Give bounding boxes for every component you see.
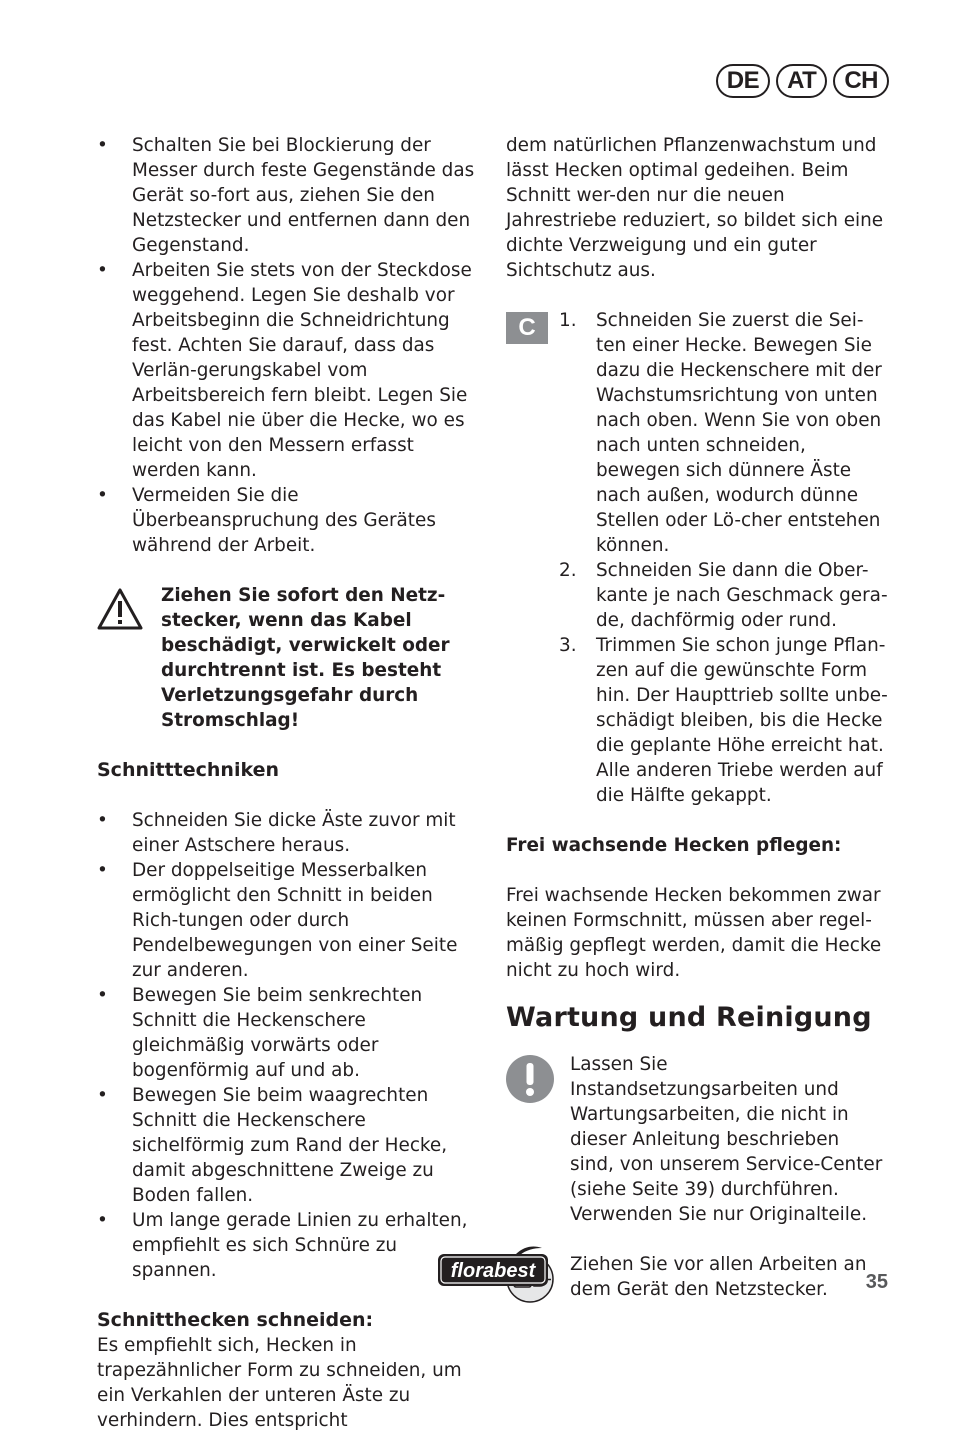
list-item: • Der doppelseitige Messerbalken ermöglicht den Schnitt in beiden Rich-tungen oder durch Pendelbewegungen von einer Seite zur anderen. bbox=[97, 858, 483, 983]
section-title-wartung: Wartung und Reinigung bbox=[506, 1002, 872, 1033]
techniques-bullet-list bbox=[97, 808, 483, 1283]
lang-badge-at: AT bbox=[776, 64, 827, 98]
warning-triangle-icon bbox=[97, 587, 143, 631]
unplug-note-text: Ziehen Sie vor allen Arbeiten an dem Gerät den Netzstecker. bbox=[570, 1254, 867, 1300]
list-item bbox=[559, 633, 888, 808]
right-column bbox=[506, 133, 888, 1302]
safety-bullet-list bbox=[97, 133, 483, 558]
exclamation-circle-icon bbox=[506, 1055, 554, 1103]
list-item: • Arbeiten Sie stets von der Steckdose weggehend. Legen Sie deshalb vor Arbeitsbeginn die Schneidrichtung fest. Achten Sie darauf, dass das Verlän-gerungskabel vom Arbeitsbereich fern bleibt. Legen Sie das Kabel nie über die Hecke, wo es leicht von den Messern erfasst werden kann. bbox=[97, 258, 483, 483]
paragraph-frei-wachsende: Frei wachsende Hecken bekommen zwar keinen Formschnitt, müssen aber regel-mäßig gepflegt werden, damit die Hecke nicht zu hoch wird. bbox=[506, 885, 882, 981]
list-item: • Bewegen Sie beim waagrechten Schnitt die Heckenschere sichelförmig zum Rand der Hecke, damit abgeschnittene Zweige zu Boden fallen. bbox=[97, 1083, 483, 1208]
figure-marker-c: C bbox=[506, 312, 548, 344]
list-item: • Um lange gerade Linien zu erhalten, empfiehlt es sich Schnüre zu spannen. bbox=[97, 1208, 483, 1283]
lang-badge-ch: CH bbox=[833, 64, 889, 98]
list-item: • Schalten Sie bei Blockierung der Messer durch feste Gegenstände das Gerät so-fort aus, ziehen Sie den Netzstecker und entfernen dann den Gegenstand. bbox=[97, 133, 483, 258]
page-number: 35 bbox=[865, 1271, 888, 1293]
paragraph-schnitthecken: Es empfiehlt sich, Hecken in trapezähnlicher Form zu schneiden, um ein Verkahlen der unteren Äste zu verhindern. Dies entspricht bbox=[97, 1335, 462, 1431]
list-item bbox=[559, 558, 888, 633]
paragraph-continuation: dem natürlichen Pflanzenwachstum und lässt Hecken optimal gedeihen. Beim Schnitt wer-den nur die neuen Jahrestriebe reduziert, so bildet sich eine dichte Verzweigung und ein guter Sichtschutz aus. bbox=[506, 135, 884, 281]
warning-block bbox=[97, 583, 483, 733]
step-text: Schneiden Sie dann die Ober-kante je nach Geschmack gera-de, dachförmig oder rund. bbox=[596, 560, 888, 631]
figure-c-steps bbox=[506, 308, 888, 808]
brand-logo-text: florabest bbox=[450, 1260, 536, 1282]
step-text: Schneiden Sie zuerst die Sei-ten einer Hecke. Bewegen Sie dazu die Heckenschere mit der Wachstumsrichtung von unten nach oben. Wenn Sie von oben nach unten schneiden, bewegen sich dünnere Äste nach außen, wodurch dünne Stellen oder Lö-cher entstehen können. bbox=[596, 310, 882, 556]
lang-badge-de: DE bbox=[716, 64, 770, 98]
warning-text: Ziehen Sie sofort den Netz-stecker, wenn das Kabel beschädigt, verwickelt oder durchtrennt ist. Es besteht Verletzungsgefahr durch Stromschlag! bbox=[161, 585, 450, 731]
language-badges bbox=[716, 64, 889, 98]
list-item: • Vermeiden Sie die Überbeanspruchung des Gerätes während der Arbeit. bbox=[97, 483, 483, 558]
service-note-text: Lassen Sie Instandsetzungsarbeiten und Wartungsarbeiten, die nicht in dieser Anleitung beschrieben sind, von unserem Service-Center (siehe Seite 39) durchführen. Verwenden Sie nur Originalteile. bbox=[570, 1054, 883, 1225]
list-item bbox=[559, 308, 888, 558]
step-number: 2. bbox=[559, 560, 577, 581]
left-column bbox=[97, 133, 483, 1433]
step-text: Trimmen Sie schon junge Pflan-zen auf die gewünschte Form hin. Der Haupttrieb sollte unbe-schädigt bleiben, bis die Hecke die geplante Höhe erreicht hat. Alle anderen Triebe werden auf die Hälfte gekappt. bbox=[596, 635, 888, 806]
subheading-frei-wachsende: Frei wachsende Hecken pflegen: bbox=[506, 835, 842, 856]
brand-logo bbox=[436, 1244, 550, 1288]
unplug-note bbox=[506, 1252, 888, 1302]
subheading-schnitthecken: Schnitthecken schneiden: bbox=[97, 1309, 374, 1331]
list-item: • Schneiden Sie dicke Äste zuvor mit einer Astschere heraus. bbox=[97, 808, 483, 858]
step-number: 1. bbox=[559, 310, 577, 331]
step-number: 3. bbox=[559, 635, 577, 656]
list-item: • Bewegen Sie beim senkrechten Schnitt die Heckenschere gleichmäßig vorwärts oder bogenförmig auf und ab. bbox=[97, 983, 483, 1083]
section-title-schnitttechniken: Schnitttechniken bbox=[97, 759, 280, 781]
service-note bbox=[506, 1052, 888, 1227]
steps-list bbox=[506, 308, 888, 808]
